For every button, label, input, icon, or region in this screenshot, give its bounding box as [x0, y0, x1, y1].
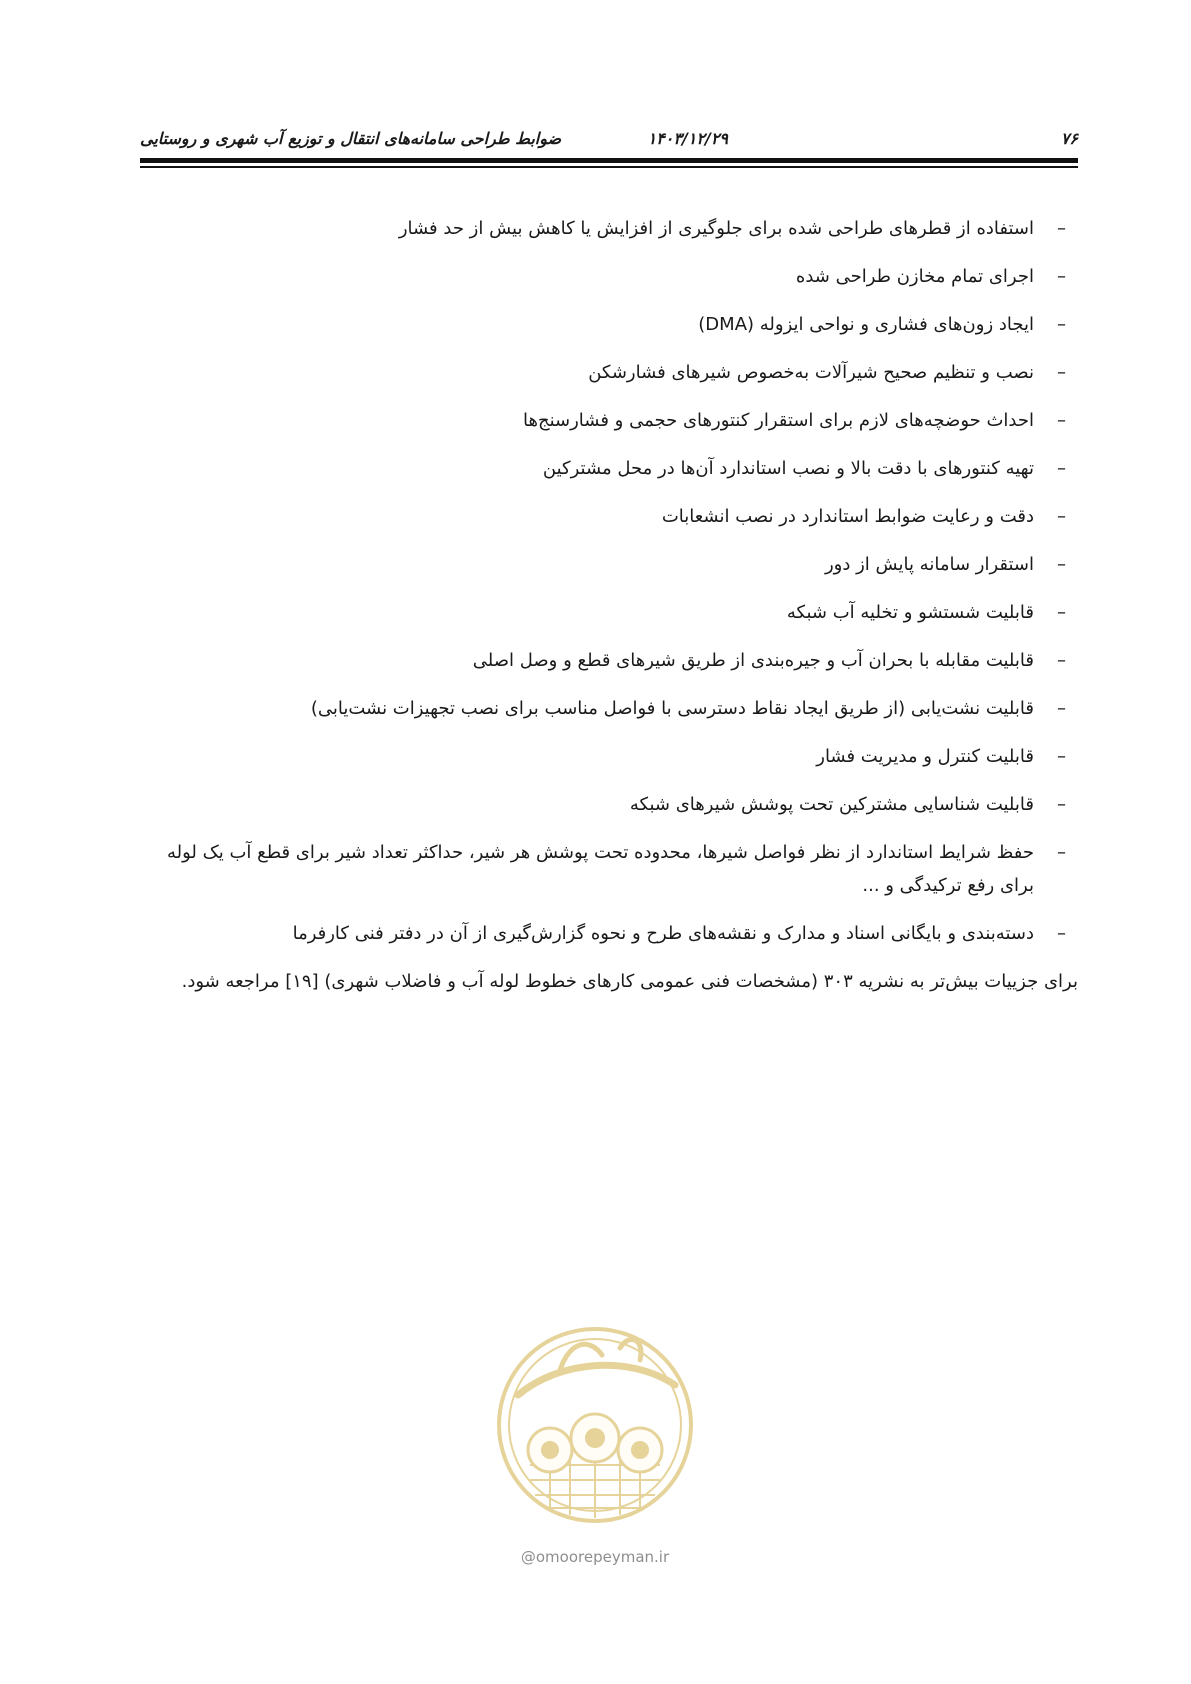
- bullet-dash: –: [1057, 458, 1066, 479]
- header-rule-thin: [140, 166, 1078, 168]
- list-item: [140, 548, 1078, 581]
- page-body: [140, 212, 1078, 998]
- bullet-dash: –: [1057, 794, 1066, 815]
- list-item-text: قابلیت نشت‌یابی (از طریق ایجاد نقاط دسترسی با فواصل مناسب برای نصب تجهیزات نشت‌یابی): [310, 698, 1034, 719]
- bullet-dash: –: [1057, 842, 1066, 863]
- list-item: [140, 308, 1078, 341]
- running-title: ضوابط طراحی سامانه‌های انتقال و توزیع آب شهری و روستایی: [140, 129, 562, 148]
- bullet-dash: –: [1057, 266, 1066, 287]
- list-item-text: نصب و تنظیم صحیح شیرآلات به‌خصوص شیرهای فشارشکن: [588, 362, 1034, 383]
- list-item-text: تهیه کنتورهای با دقت بالا و نصب استاندارد آن‌ها در محل مشترکین: [542, 458, 1034, 479]
- list-item: [140, 500, 1078, 533]
- bullet-dash: –: [1057, 218, 1066, 239]
- list-item: [140, 917, 1078, 950]
- bullet-dash: –: [1057, 746, 1066, 767]
- bullet-dash: –: [1057, 314, 1066, 335]
- list-item: [140, 356, 1078, 389]
- bullet-dash: –: [1057, 698, 1066, 719]
- list-item-text: استفاده از قطرهای طراحی شده برای جلوگیری از افزایش یا کاهش بیش از حد فشار: [398, 218, 1034, 239]
- bullet-dash: –: [1057, 602, 1066, 623]
- list-item-text: قابلیت کنترل و مدیریت فشار: [816, 746, 1034, 767]
- list-item-text: دقت و رعایت ضوابط استاندارد در نصب انشعابات: [661, 506, 1034, 527]
- list-item-text: قابلیت شستشو و تخلیه آب شبکه: [786, 602, 1034, 623]
- watermark-url: @omoorepeyman.ir: [520, 1548, 670, 1566]
- list-item: [140, 452, 1078, 485]
- list-item: [140, 788, 1078, 821]
- header-date: ۱۴۰۳/۱۲/۲۹: [647, 129, 728, 148]
- list-item: [140, 692, 1078, 725]
- list-item: [140, 644, 1078, 677]
- bullet-dash: –: [1057, 554, 1066, 575]
- bullet-dash: –: [1057, 923, 1066, 944]
- list-item: [140, 836, 1078, 902]
- list-item-text: ایجاد زون‌های فشاری و نواحی ایزوله (DMA): [698, 314, 1034, 335]
- list-item-text: احداث حوضچه‌های لازم برای استقرار کنتورهای حجمی و فشارسنج‌ها: [522, 410, 1034, 431]
- list-item: [140, 596, 1078, 629]
- list-item: [140, 260, 1078, 293]
- list-item-text: قابلیت شناسایی مشترکین تحت پوشش شیرهای شبکه: [629, 794, 1034, 815]
- bullet-dash: –: [1057, 410, 1066, 431]
- page-header: [140, 125, 1078, 153]
- list-item-text: دسته‌بندی و بایگانی اسناد و مدارک و نقشه‌های طرح و نحوه گزارش‌گیری از آن در دفتر فنی کارفرما: [292, 923, 1034, 944]
- bullet-dash: –: [1057, 362, 1066, 383]
- bullet-dash: –: [1057, 506, 1066, 527]
- page-number: ۷۶: [1060, 129, 1078, 148]
- list-item: [140, 212, 1078, 245]
- header-rule-thick: [140, 158, 1078, 163]
- requirements-list: [140, 212, 1078, 950]
- list-item-text: حفظ شرایط استاندارد از نظر فواصل شیرها، محدوده تحت پوشش هر شیر، حداکثر تعداد شیر برای قطع آب یک لوله برای رفع ترکیدگی و ...: [166, 842, 1034, 896]
- list-item: [140, 404, 1078, 437]
- reference-note: برای جزییات بیش‌تر به نشریه ۳۰۳ (مشخصات فنی عمومی کارهای خطوط لوله آب و فاضلاب شهری) [۱۹] مراجعه شود.: [181, 971, 1078, 992]
- list-item-text: قابلیت مقابله با بحران آب و جیره‌بندی از طریق شیرهای قطع و وصل اصلی: [472, 650, 1034, 671]
- watermark-seal-icon: [490, 1300, 700, 1590]
- list-item-text: استقرار سامانه پایش از دور: [824, 554, 1034, 575]
- list-item: [140, 740, 1078, 773]
- bullet-dash: –: [1057, 650, 1066, 671]
- list-item-text: اجرای تمام مخازن طراحی شده: [795, 266, 1034, 287]
